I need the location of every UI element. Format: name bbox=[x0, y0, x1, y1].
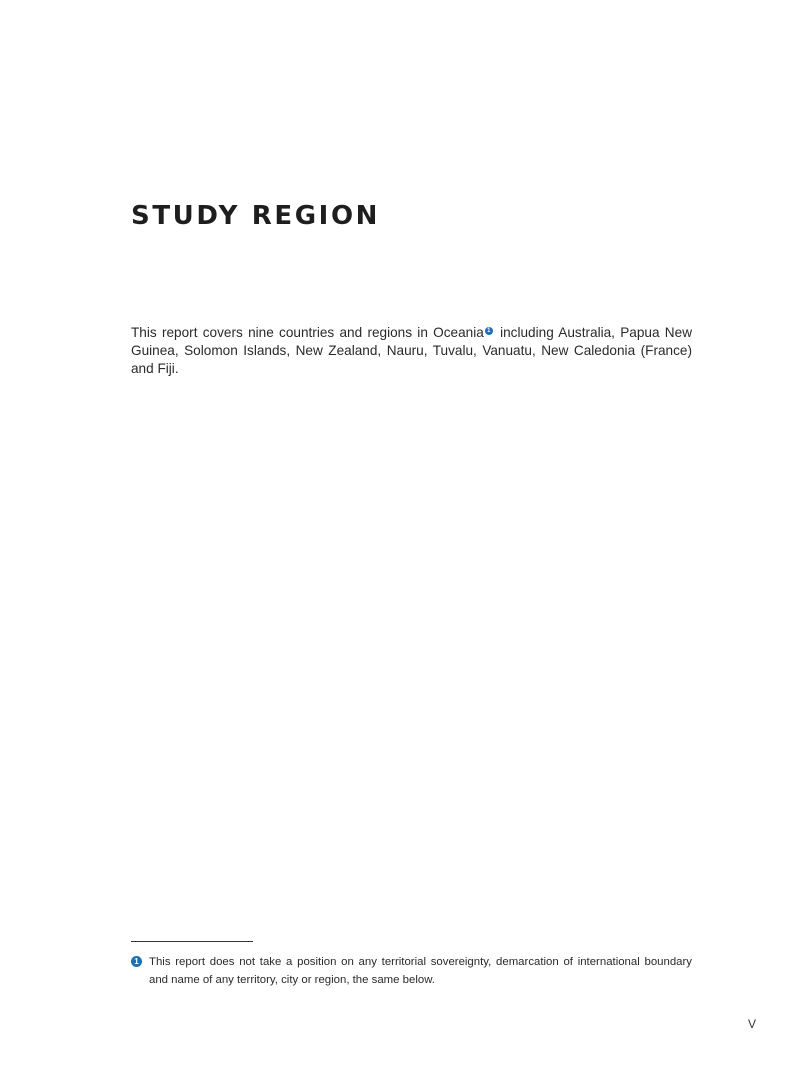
footnote-text: This report does not take a position on any territorial sovereignty, demarcation of international boundary and name of any territory, city or region, the same below. bbox=[149, 956, 692, 986]
footnote-marker: 1 bbox=[131, 956, 142, 967]
intro-text-start: This report covers nine countries and regions in Oceania bbox=[131, 325, 484, 340]
footnote-reference-link[interactable]: 1 bbox=[485, 327, 493, 335]
intro-paragraph bbox=[131, 324, 692, 379]
intro-text-end: including Australia, Papua New Guinea, Solomon Islands, New Zealand, Nauru, Tuvalu, Vanuatu, New Caledonia (France) and Fiji. bbox=[131, 325, 693, 377]
footnote bbox=[131, 953, 692, 989]
footnote-divider bbox=[131, 941, 253, 942]
page-number: V bbox=[748, 1017, 757, 1031]
page-title: STUDY REGION bbox=[131, 201, 381, 231]
